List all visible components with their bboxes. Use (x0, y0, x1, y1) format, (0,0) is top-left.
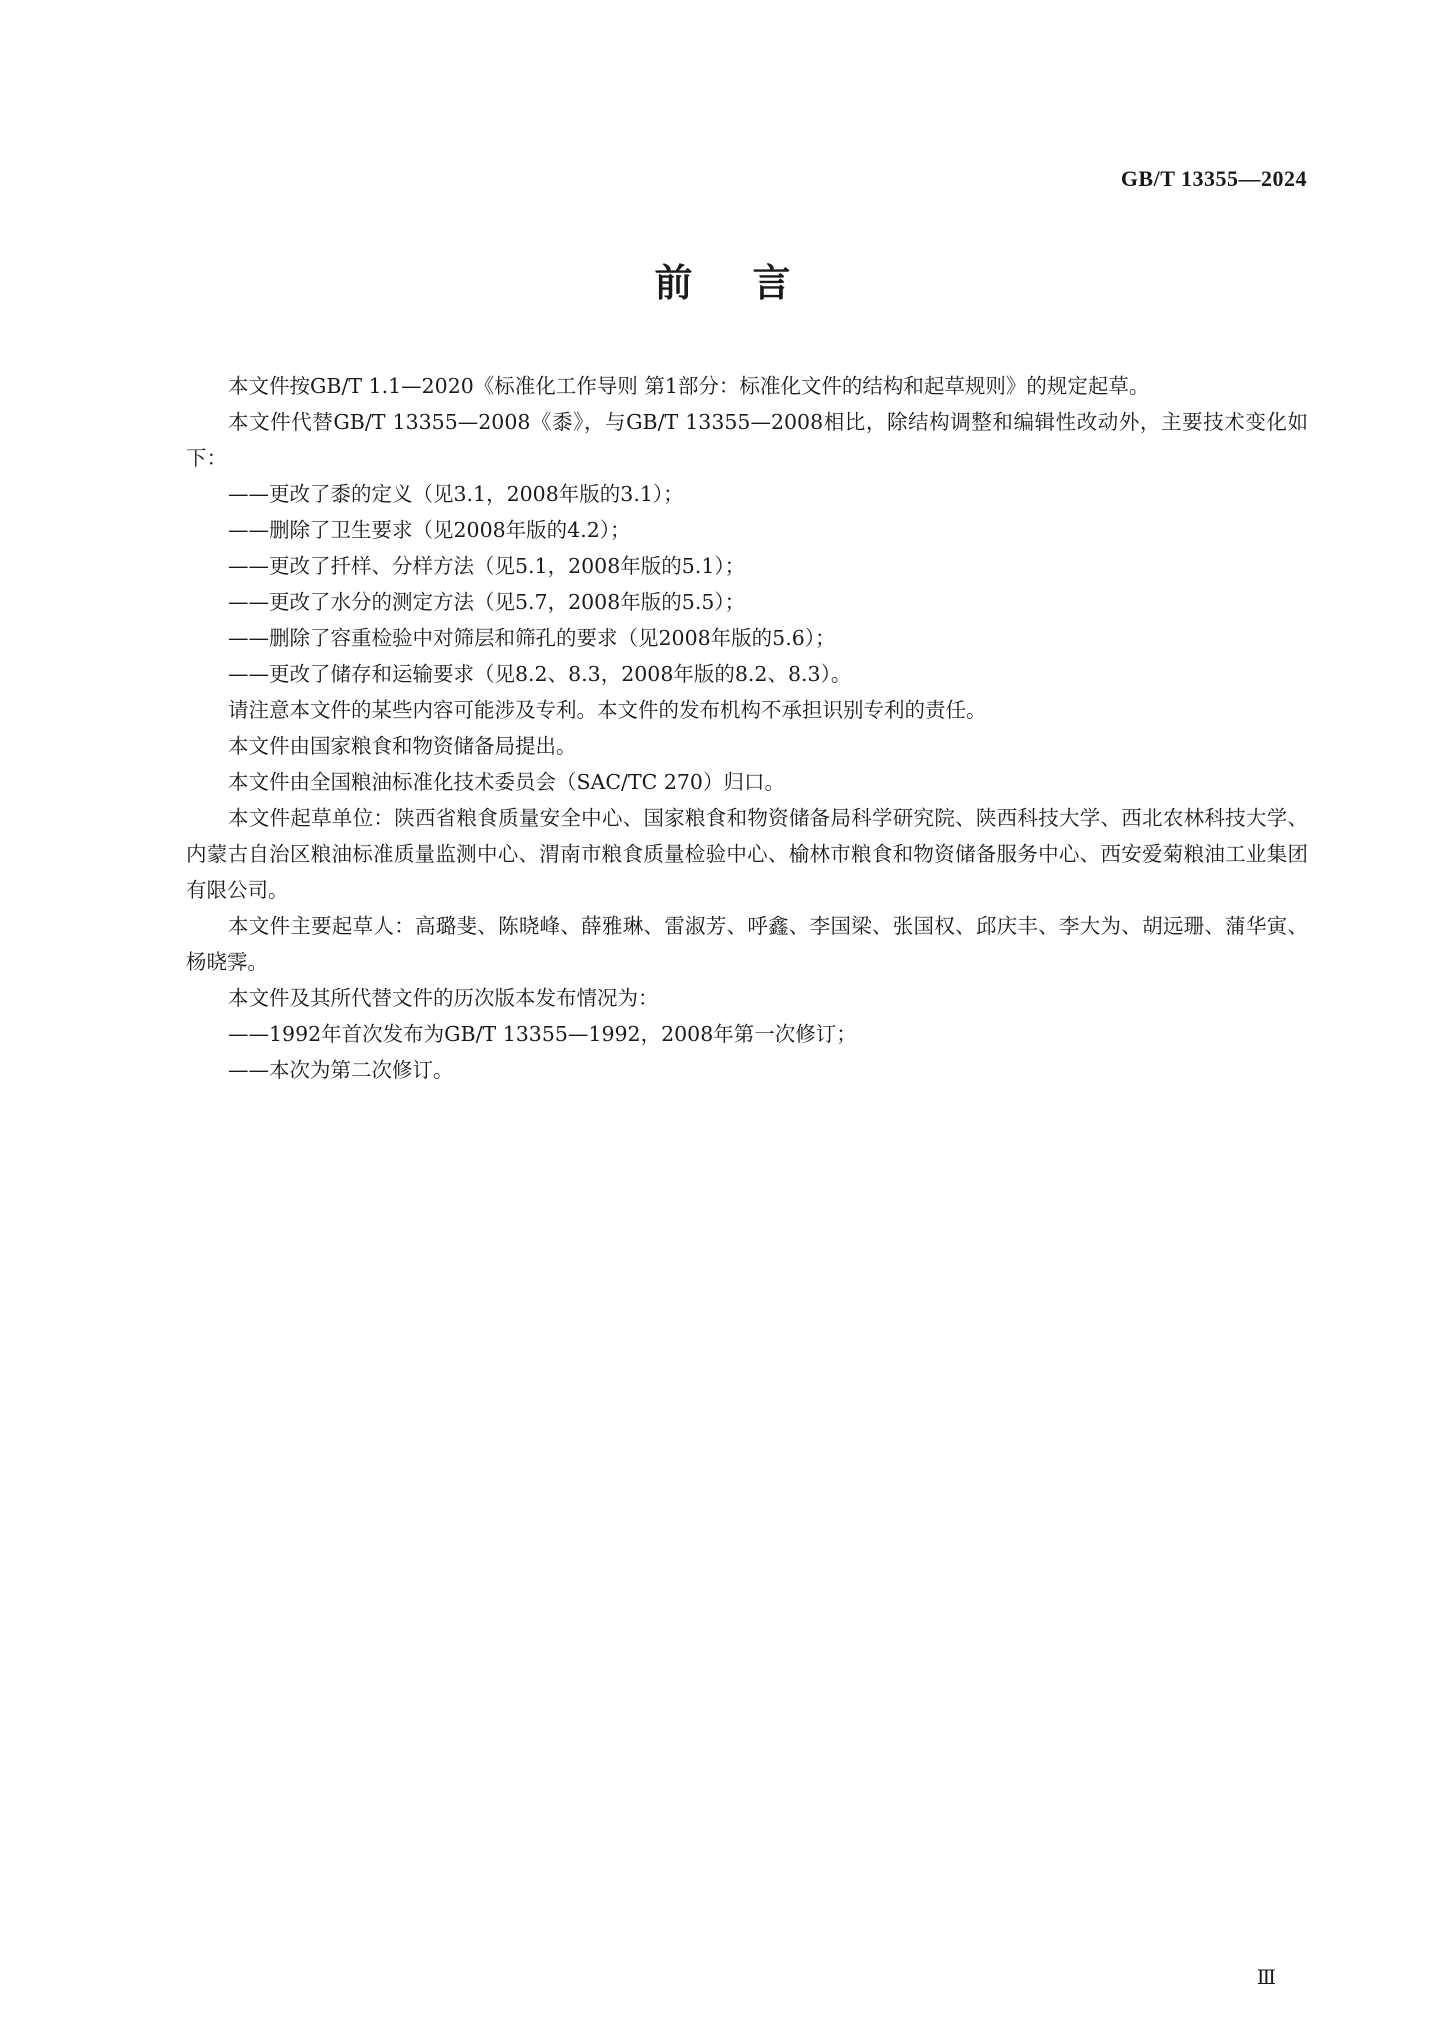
paragraph-patent-notice: 请注意本文件的某些内容可能涉及专利。本文件的发布机构不承担识别专利的责任。 (228, 698, 987, 722)
paragraph-proposer: 本文件由国家粮食和物资储备局提出。 (228, 734, 577, 758)
paragraph-drafting-units: 本文件起草单位：陕西省粮食质量安全中心、国家粮食和物资储备局科学研究院、陕西科技大学、西北农林科技大学、内蒙古自治区粮油标准质量监测中心、渭南市粮食质量检验中心、榆林市粮食和物资储备服务中心、西安爱菊粮油工业集团有限公司。 (186, 806, 1308, 902)
paragraph-replacement: 本文件代替GB/T 13355—2008《黍》，与GB/T 13355—2008相比，除结构调整和编辑性改动外，主要技术变化如下： (186, 410, 1308, 470)
paragraph-version-history: 本文件及其所代替文件的历次版本发布情况为： (228, 986, 659, 1010)
foreword-body (186, 368, 1308, 1088)
change-item: ——更改了扦样、分样方法（见5.1，2008年版的5.1）； (228, 554, 746, 578)
history-item: ——本次为第二次修订。 (228, 1058, 454, 1082)
standard-number: GB/T 13355—2024 (1120, 166, 1307, 191)
page-number: Ⅲ (1256, 1967, 1277, 1989)
history-item: ——1992年首次发布为GB/T 13355—1992，2008年第一次修订； (228, 1022, 857, 1046)
paragraph-committee: 本文件由全国粮油标准化技术委员会（SAC/TC 270）归口。 (228, 770, 785, 794)
paragraph-drafting-rules: 本文件按GB/T 1.1—2020《标准化工作导则 第1部分：标准化文件的结构和起草规则》的规定起草。 (228, 374, 1150, 398)
change-item: ——更改了储存和运输要求（见8.2、8.3，2008年版的8.2、8.3）。 (228, 662, 852, 686)
change-item: ——更改了水分的测定方法（见5.7，2008年版的5.5）； (228, 590, 746, 614)
change-item: ——更改了黍的定义（见3.1，2008年版的3.1）； (228, 482, 684, 506)
change-item: ——删除了容重检验中对筛层和筛孔的要求（见2008年版的5.6）； (228, 626, 836, 650)
page-title: 前言 (654, 261, 851, 305)
change-item: ——删除了卫生要求（见2008年版的4.2）； (228, 518, 631, 542)
paragraph-drafters: 本文件主要起草人：高璐斐、陈晓峰、薛雅琳、雷淑芳、呼鑫、李国梁、张国权、邱庆丰、李大为、胡远珊、蒲华寅、杨晓霁。 (186, 914, 1308, 974)
